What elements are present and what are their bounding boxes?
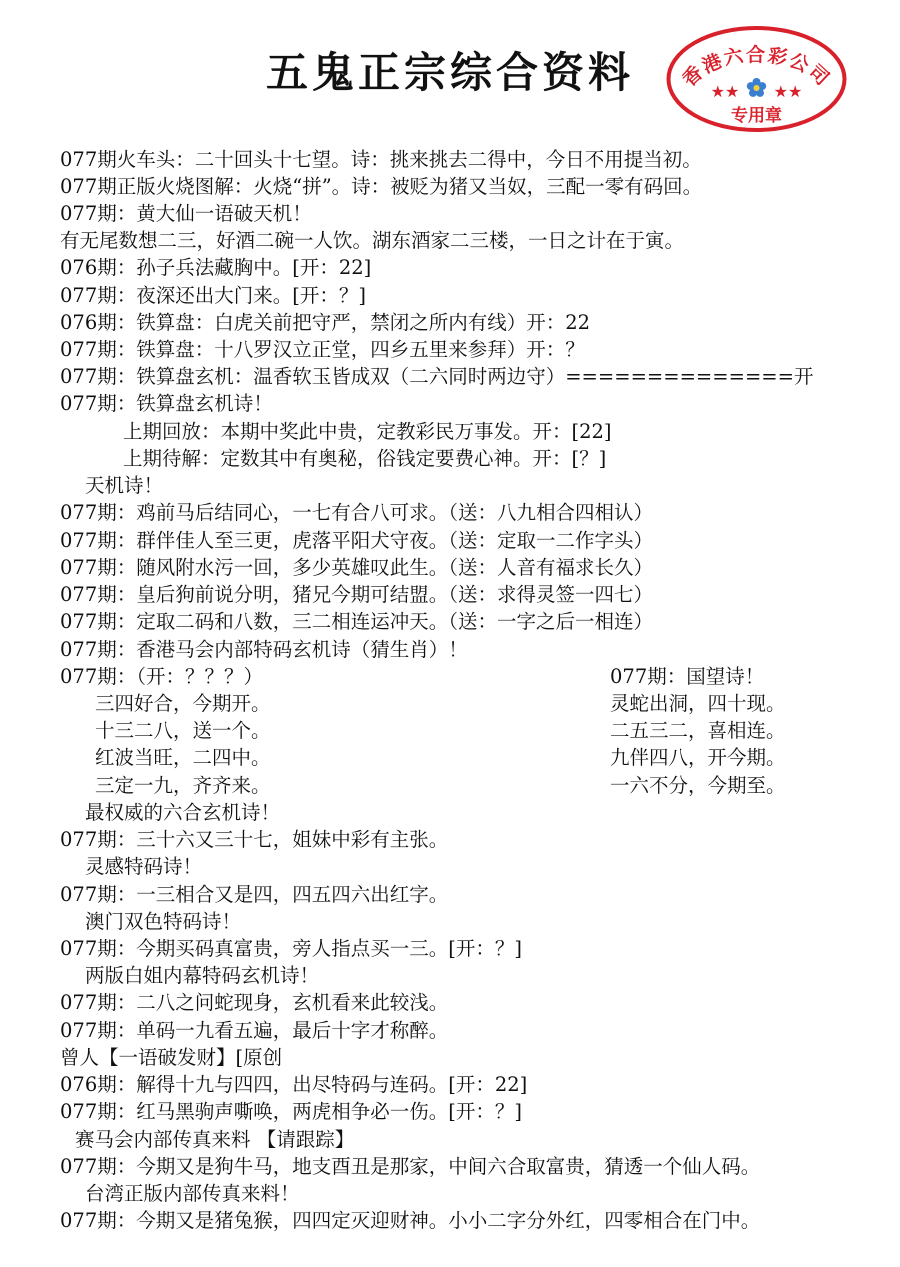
company-seal bbox=[665, 24, 848, 134]
text-line: 有无尾数想二三，好酒二碗一人饮。湖东酒家二三楼，一日之计在于寅。 bbox=[60, 229, 685, 252]
seal-flower-icon bbox=[747, 78, 766, 97]
side-poem-line: 一六不分，今期至。 bbox=[610, 774, 786, 797]
seal-stars-right: ★★ bbox=[773, 82, 803, 101]
seal-stars-left: ★★ bbox=[710, 82, 740, 101]
section-heading: 澳门双色特码诗！ bbox=[85, 910, 242, 933]
text-line: 077期：铁算盘玄机：温香软玉皆成双（二六同时两边守）==============开 bbox=[60, 365, 814, 388]
poem-line: 三四好合，今期开。 bbox=[95, 692, 271, 715]
section-heading: 灵感特码诗！ bbox=[85, 855, 203, 878]
text-line: 077期：（开：？？？） bbox=[60, 665, 263, 688]
section-heading: 曾人【一语破发财】[原创 bbox=[60, 1046, 283, 1069]
section-heading: 最权威的六合玄机诗！ bbox=[85, 801, 281, 824]
text-line: 077期：单码一九看五遍，最后十字才称醉。 bbox=[60, 1019, 449, 1042]
text-line: 077期：皇后狗前说分明，猪兄今期可结盟。（送：求得灵签一四七） bbox=[60, 583, 653, 606]
side-poem-title: 077期：国望诗！ bbox=[610, 665, 765, 688]
text-line: 077期：一三相合又是四，四五四六出红字。 bbox=[60, 883, 449, 906]
text-line: 077期：今期买码真富贵，旁人指点买一三。[开：？] bbox=[60, 937, 522, 960]
section-heading: 台湾正版内部传真来料！ bbox=[85, 1182, 300, 1205]
text-line: 077期：夜深还出大门来。[开：？] bbox=[60, 284, 366, 307]
text-line: 076期：解得十九与四四，出尽特码与连码。[开：22] bbox=[60, 1073, 528, 1096]
text-line: 076期：铁算盘：白虎关前把守严，禁闭之所内有线）开：22 bbox=[60, 311, 591, 334]
text-line: 上期回放：本期中奖此中贵，定教彩民万事发。开：[22] bbox=[123, 420, 612, 443]
text-line: 077期：随风附水污一回，多少英雄叹此生。（送：人音有福求长久） bbox=[60, 556, 653, 579]
text-line: 077期：黄大仙一语破天机！ bbox=[60, 202, 312, 225]
text-line: 077期：香港马会内部特码玄机诗（猜生肖）！ bbox=[60, 638, 468, 661]
text-line: 077期：群伴佳人至三更，虎落平阳犬守夜。（送：定取一二作字头） bbox=[60, 529, 653, 552]
text-line: 077期：红马黑驹声嘶唤，两虎相争必一伤。[开：？] bbox=[60, 1100, 522, 1123]
text-line: 077期正版火烧图解：火烧“拼”。诗：被贬为猪又当奴，三配一零有码回。 bbox=[60, 175, 703, 198]
side-poem-line: 灵蛇出洞，四十现。 bbox=[610, 692, 786, 715]
text-line: 076期：孙子兵法藏胸中。[开：22] bbox=[60, 256, 372, 279]
text-line: 077期：三十六又三十七，姐妹中彩有主张。 bbox=[60, 828, 449, 851]
text-line: 077期火车头：二十回头十七望。诗：挑来挑去二得中，今日不用提当初。 bbox=[60, 148, 702, 171]
seal-bottom-text: 专用章 bbox=[731, 106, 782, 126]
poem-line: 红波当旺，二四中。 bbox=[95, 746, 271, 769]
text-line: 077期：定取二码和八数，三二相连运冲天。（送：一字之后一相连） bbox=[60, 610, 653, 633]
text-line: 077期：今期又是猪兔猴，四四定灭迎财神。小小二字分外红，四零相合在门中。 bbox=[60, 1209, 761, 1232]
text-line: 077期：铁算盘玄机诗！ bbox=[60, 392, 273, 415]
poem-line: 十三二八，送一个。 bbox=[95, 719, 271, 742]
text-line: 077期：二八之问蛇现身，玄机看来此较浅。 bbox=[60, 991, 449, 1014]
text-line: 077期：铁算盘：十八罗汉立正堂，四乡五里来参拜）开：？ bbox=[60, 338, 585, 361]
section-heading: 天机诗！ bbox=[85, 474, 164, 497]
section-heading: 两版白姐内幕特码玄机诗！ bbox=[85, 964, 320, 987]
document-title: 五鬼正宗综合资料 bbox=[265, 48, 634, 97]
side-poem-line: 九伴四八，开今期。 bbox=[610, 746, 786, 769]
text-line: 上期待解：定数其中有奥秘，俗钱定要费心神。开：[？] bbox=[123, 447, 607, 470]
text-line: 077期：鸡前马后结同心，一七有合八可求。（送：八九相合四相认） bbox=[60, 501, 653, 524]
section-heading: 赛马会内部传真来料 【请跟踪】 bbox=[75, 1128, 355, 1151]
poem-line: 三定一九，齐齐来。 bbox=[95, 774, 271, 797]
side-poem-line: 二五三二，喜相连。 bbox=[610, 719, 786, 742]
text-line: 077期：今期又是狗牛马，地支酉丑是那家，中间六合取富贵，猜透一个仙人码。 bbox=[60, 1155, 761, 1178]
seal-arc-text: 香港六合彩公司 bbox=[678, 44, 835, 92]
